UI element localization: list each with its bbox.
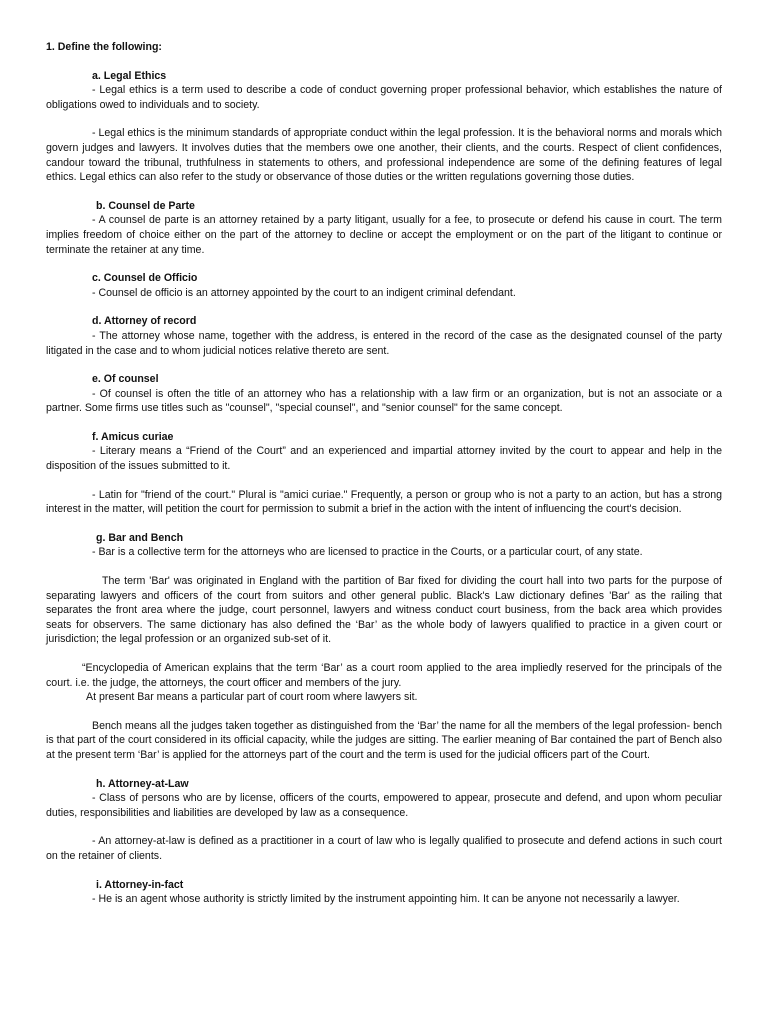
- section-title-legal-ethics: a. Legal Ethics: [92, 69, 167, 82]
- section-title-of-counsel: e. Of counsel: [92, 373, 159, 386]
- paragraph: - Latin for "friend of the court." Plural is "amici curiae." Frequently, a person or group who is not a party to an action, but has a strong interest in the matter, will petition the court for permission to submit a brief in the action with the intent of influencing the court's decision.: [46, 488, 722, 516]
- section-title-attorney-in-fact: i. Attorney-in-fact: [96, 878, 184, 891]
- paragraph: - Counsel de officio is an attorney appointed by the court to an indigent criminal defendant.: [92, 286, 516, 299]
- section-title-counsel-de-officio: c. Counsel de Officio: [92, 272, 198, 285]
- paragraph: At present Bar means a particular part of court room where lawyers sit.: [86, 691, 418, 704]
- section-title-attorney-of-record: d. Attorney of record: [92, 315, 197, 328]
- paragraph: Bench means all the judges taken together as distinguished from the ‘Bar’ the name for all the members of the legal profession- bench is that part of the court considered in its official capacity, while the judges are sitting. The earlier meaning of Bar contained the part of Bench also at the present term ‘Bar’ is applied for the attorneys part of the court and the term is used for the judicial officers part of the Court.: [46, 719, 722, 761]
- paragraph: - Of counsel is often the title of an attorney who has a relationship with a law firm or an organization, but is not an associate or a partner. Some firms use titles such as "counsel", "special counsel", and "senior counsel" for the same concept.: [46, 387, 722, 415]
- paragraph: - A counsel de parte is an attorney retained by a party litigant, usually for a fee, to prosecute or defend his cause in court. The term implies freedom of choice either on the part of the attorney to decline or accept the employment or on the part of the litigant to continue or terminate the retainer at any time.: [46, 214, 722, 256]
- paragraph: - Literary means a “Friend of the Court” and an experienced and impartial attorney invited by the court to appear and help in the disposition of the issues submitted to it.: [46, 445, 722, 473]
- paragraph: - Class of persons who are by license, officers of the courts, empowered to appear, prosecute and defend, and upon whom peculiar duties, responsibilities and liabilities are developed by law as a consequence.: [46, 792, 722, 819]
- paragraph: - The attorney whose name, together with the address, is entered in the record of the case as the designated counsel of the party litigated in the case and to whom judicial notices relative thereto are sent.: [46, 329, 722, 357]
- paragraph: - He is an agent whose authority is strictly limited by the instrument appointing him. It can be anyone not necessarily a lawyer.: [92, 893, 680, 906]
- section-title-counsel-de-parte: b. Counsel de Parte: [96, 199, 195, 212]
- main-heading: 1. Define the following:: [46, 41, 162, 53]
- section-title-amicus-curiae: f. Amicus curiae: [92, 430, 174, 443]
- paragraph: “Encyclopedia of American explains that the term ‘Bar’ as a court room applied to the area impliedly reserved for the principals of the court. i.e. the judge, the attorneys, the court officer and members of the jury.: [46, 662, 722, 689]
- paragraph: - Legal ethics is the minimum standards of appropriate conduct within the legal profession. It is the behavioral norms and morals which govern judges and lawyers. It involves duties that the members owe one another, their clients, and the courts. Respect of client confidences, candour toward the tribunal, truthfulness in statements to others, and professional independence are some of the defining features of legal ethics. Legal ethics can also refer to the study or observance of those duties or the written regulations governing those duties.: [46, 127, 722, 184]
- paragraph: - An attorney-at-law is defined as a practitioner in a court of law who is legally qualified to prosecute and defend actions in such court on the retainer of clients.: [46, 835, 722, 862]
- section-title-attorney-at-law: h. Attorney-at-Law: [96, 777, 189, 790]
- section-title-bar-and-bench: g. Bar and Bench: [96, 531, 184, 544]
- paragraph: - Bar is a collective term for the attorneys who are licensed to practice in the Courts, or a particular court, of any state.: [92, 546, 643, 559]
- paragraph: The term 'Bar' was originated in England with the partition of Bar fixed for dividing the court hall into two parts for the purpose of separating lawyers and officers of the court from suitors and other general public. Black's Law dictionary defines 'Bar' as the railing that separates the front area where the judge, court personnel, lawyers and witness conduct court business, from the back area which provides seats for observers. The same dictionary has also defined the ‘Bar’ as the whole body of lawyers qualified to practice in a given court or jurisdiction; the legal profession or an organized sub-set of it.: [46, 575, 722, 646]
- paragraph: - Legal ethics is a term used to describe a code of conduct governing proper professional behavior, which establishes the nature of obligations owed to individuals and to society.: [46, 84, 722, 111]
